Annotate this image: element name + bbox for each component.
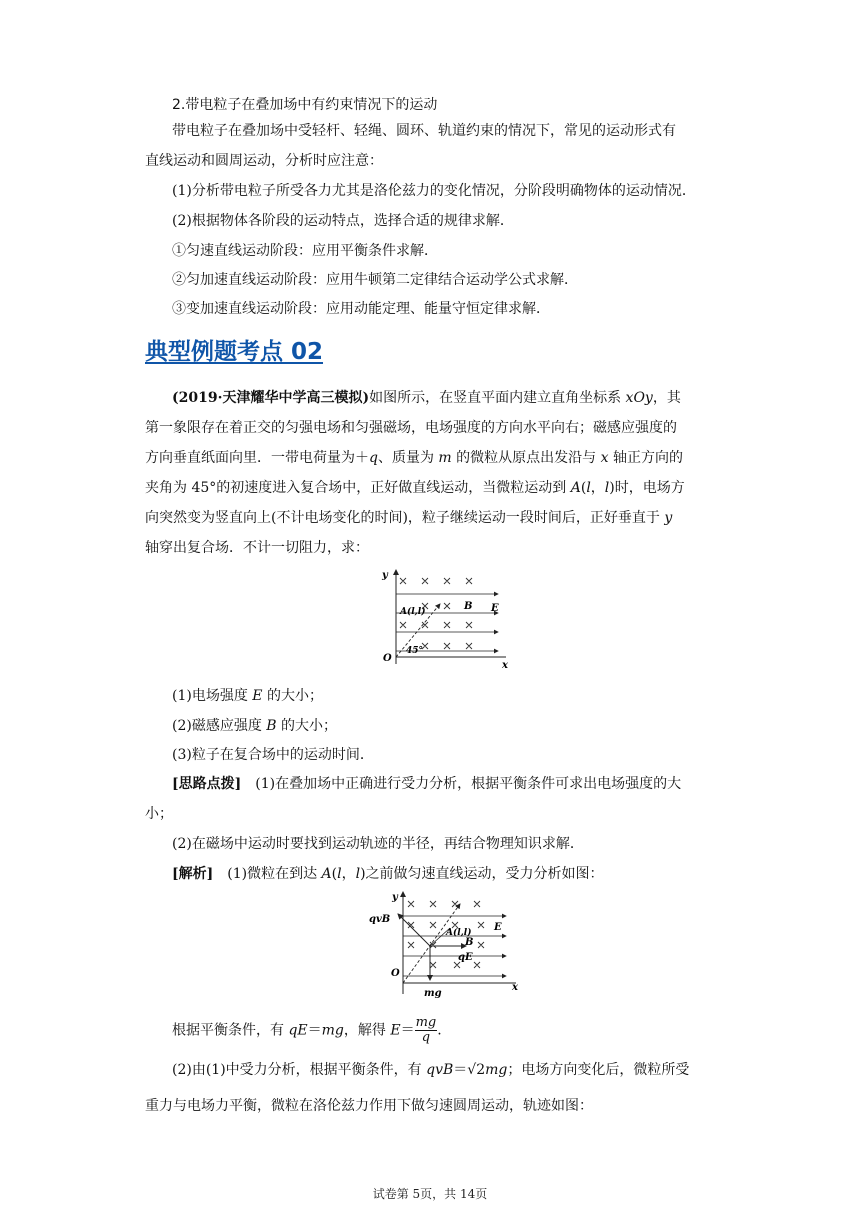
intro-line: 直线运动和圆周运动，分析时应注意： — [145, 153, 383, 169]
sub-point-1: ①匀速直线运动阶段：应用平衡条件求解． — [172, 243, 438, 259]
question-2 — [172, 716, 747, 736]
fraction — [415, 1016, 438, 1045]
text: (1)微粒在到达 — [213, 866, 322, 882]
figure-1 — [376, 564, 516, 674]
solution-line — [172, 864, 747, 884]
var: E — [390, 1022, 401, 1039]
var: E — [252, 688, 263, 704]
text: 方向垂直纸面向里．一带电荷量为＋ — [145, 450, 369, 466]
text: ， — [590, 480, 605, 496]
sub-point-3: ③变加速直线运动阶段：应用动能定理、能量守恒定律求解． — [172, 301, 550, 317]
text: 轴正方向的 — [608, 450, 683, 466]
problem-line — [145, 448, 720, 468]
var: l — [355, 866, 361, 882]
hint-label: [思路点拨] — [172, 776, 242, 792]
solution-label: [解析] — [172, 866, 214, 882]
problem-line: 轴穿出复合场．不计一切阻力，求： — [145, 540, 369, 556]
text: ( — [580, 480, 587, 496]
section-title: 2.带电粒子在叠加场中有约束情况下的运动 — [172, 97, 438, 113]
label-x: x — [512, 982, 518, 993]
solution-line — [172, 1060, 747, 1080]
example-heading: 典型例题考点 02 — [145, 339, 324, 365]
label-e: E — [491, 603, 499, 614]
text: ， — [341, 866, 356, 882]
label-b: B — [465, 937, 474, 948]
text: ＝ — [453, 1062, 468, 1078]
sub-point-2: ②匀加速直线运动阶段：应用牛顿第二定律结合运动学公式求解． — [172, 272, 578, 288]
text: 根据平衡条件，有 — [172, 1022, 289, 1039]
intro-line: 带电粒子在叠加场中受轻杆、轻绳、圆环、轨道约束的情况下，常见的运动形式有 — [172, 123, 676, 139]
var: xOy — [625, 390, 653, 406]
label-qvb: qvB — [369, 914, 391, 925]
var: A — [570, 480, 581, 496]
text: ( — [331, 866, 338, 882]
label-point-a: A(l,l) — [400, 607, 426, 617]
label-qe: qE — [458, 952, 473, 963]
text: )之前做匀速直线运动，受力分析如图： — [360, 866, 604, 882]
label-point-a: A(l,l) — [446, 928, 472, 938]
label-angle: 45° — [406, 646, 424, 656]
text: ＝ — [307, 1022, 322, 1039]
fraction-numerator: mg — [415, 1015, 437, 1030]
label-origin: O — [391, 968, 400, 979]
point-2: (2)根据物体各阶段的运动特点，选择合适的规律求解． — [172, 213, 514, 229]
label-origin: O — [383, 653, 392, 664]
text: ，其 — [652, 390, 681, 406]
label-x: x — [502, 660, 508, 671]
var: qE — [288, 1022, 308, 1039]
problem-line — [145, 508, 720, 528]
sqrt: √2 — [467, 1062, 486, 1078]
text: 向突然变为竖直向上(不计电场变化的时间)，粒子继续运动一段时间后，正好垂直于 — [145, 510, 665, 526]
page-footer: 试卷第 5页，共 14页 — [372, 1187, 488, 1201]
var: m — [438, 450, 452, 466]
text: 、质量为 — [377, 450, 439, 466]
figure-2 — [366, 886, 522, 1000]
var: y — [664, 510, 673, 526]
var: qvB — [426, 1062, 454, 1078]
problem-line: 第一象限存在着正交的匀强电场和匀强磁场，电场强度的方向水平向右；磁感应强度的 — [145, 420, 677, 436]
text: )时，电场方 — [609, 480, 685, 496]
question-1 — [172, 686, 747, 706]
text: (1)在叠加场中正确进行受力分析，根据平衡条件可求出电场强度的大 — [241, 776, 682, 792]
var: x — [600, 450, 609, 466]
text: . — [437, 1022, 442, 1039]
question-3: (3)粒子在复合场中的运动时间． — [172, 747, 374, 763]
problem-source: (2019·天津耀华中学高三模拟) — [172, 390, 370, 406]
text: ＝ — [400, 1022, 415, 1039]
solution-line — [172, 1016, 747, 1045]
text: 的大小； — [262, 688, 323, 704]
text: 夹角为 45°的初速度进入复合场中，正好做直线运动，当微粒运动到 — [145, 480, 571, 496]
text: ；电场方向变化后，微粒所受 — [507, 1062, 690, 1078]
text: (2)磁感应强度 — [172, 718, 267, 734]
var: q — [369, 450, 378, 466]
hint-line: 小； — [145, 806, 173, 822]
var: A — [321, 866, 332, 882]
label-b: B — [464, 601, 473, 612]
fraction-denominator: q — [421, 1030, 431, 1045]
label-mg: mg — [424, 988, 442, 999]
var: B — [266, 718, 277, 734]
text: (1)电场强度 — [172, 688, 253, 704]
text: 的微粒从原点出发沿与 — [451, 450, 601, 466]
text: ，解得 — [343, 1022, 391, 1039]
var: l — [604, 480, 610, 496]
var: mg — [485, 1062, 508, 1078]
problem-line — [172, 388, 747, 408]
var: l — [586, 480, 591, 496]
text: (2)由(1)中受力分析，根据平衡条件，有 — [172, 1062, 427, 1078]
hint-line — [172, 774, 747, 794]
problem-line — [145, 478, 720, 498]
text: 如图所示，在竖直平面内建立直角坐标系 — [369, 390, 626, 406]
label-e: E — [494, 922, 502, 933]
label-y: y — [392, 892, 398, 903]
text: 的大小； — [276, 718, 338, 734]
var: mg — [321, 1022, 344, 1039]
var: l — [337, 866, 342, 882]
solution-line: 重力与电场力平衡，微粒在洛伦兹力作用下做匀速圆周运动，轨迹如图： — [145, 1098, 593, 1114]
label-y: y — [382, 570, 388, 581]
point-1: (1)分析带电粒子所受各力尤其是洛伦兹力的变化情况，分阶段明确物体的运动情况． — [172, 183, 696, 199]
hint-line: (2)在磁场中运动时要找到运动轨迹的半径，再结合物理知识求解． — [172, 836, 584, 852]
